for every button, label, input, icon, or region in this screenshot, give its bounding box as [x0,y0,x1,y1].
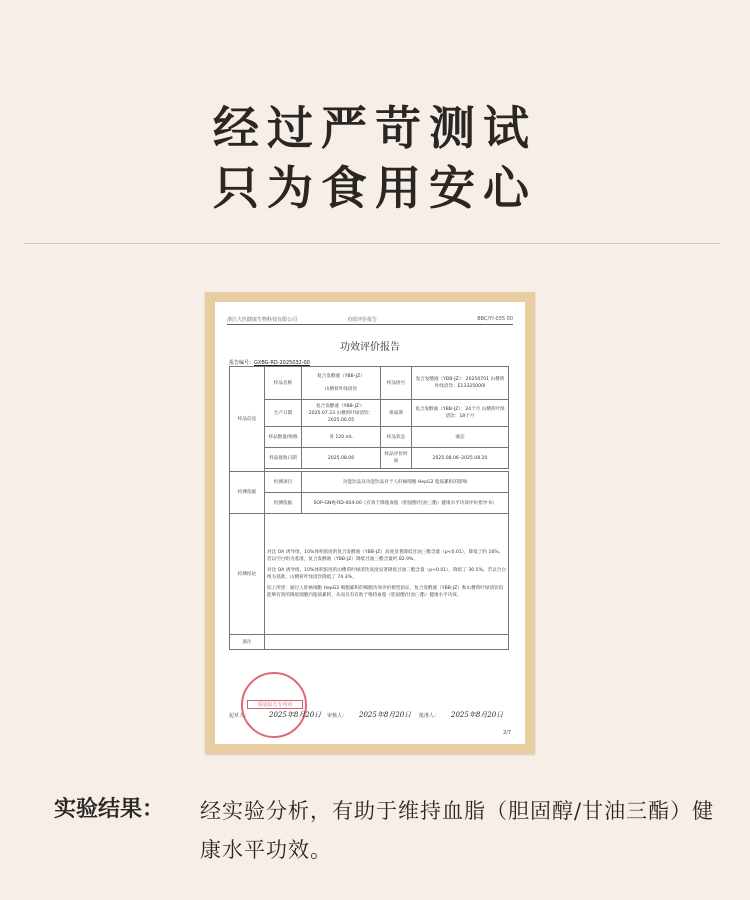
sample-quantity-label: 样品数量/规格 [265,427,302,448]
test-project-value: 功能饮品及功能饮品对于人肝癌细胞 HepG2 脂质累积的影响 [302,472,509,493]
divider [24,243,720,244]
sample-batch-value: 复合发酵液（YBB-JZ）：20250701 山楂荷叶绿清饮：E13325000I [412,367,509,400]
report-header-center: 功效评价报告 [347,317,378,323]
sample-date-value: 复合发酵液（YBB-JZ）：2025.07.23 山楂荷叶绿清饮：2025.06.05 [302,400,381,427]
result-text: 经实验分析，有助于维持血脂（胆固醇/甘油三酯）健康水平功效。 [200,799,715,862]
report-number-label: 报告编号： [229,360,255,366]
conclusion-para-1: 对比 OA 诱导组，10%体积浓度的复合发酵液（YBB-JZ）高度显著降低甘油三酯含量（p<0.01），降低了约 16%。若以空白组为基准，复合发酵液（YBB-JZ）降低甘油三酯含量约 82.9%。 [267,550,504,562]
remarks-label: 备注 [230,635,265,650]
table-row [230,635,509,650]
sample-test-time-label: 样品评价时间 [381,448,412,469]
sample-state-value: 液态 [412,427,509,448]
sample-date-label: 生产日期 [265,400,302,427]
report-header-rule [227,324,513,325]
sample-batch-label: 样品批号 [381,367,412,400]
result-label: 实验结果： [54,796,165,822]
conclusion-para-3: 综上所述：通过人肝癌细胞 HepG2 细胞累积的细胞功效评价模型验证，复合发酵液（YBB-JZ）和山楂荷叶绿清饮均能够有效的降低细胞内脂质累积，从而具有有助于维持血脂（胆固醇/甘油三酯）健康水平功效。 [267,586,504,598]
report-table [229,366,509,650]
conclusion-para-2: 对比 OA 诱导组，10%体积浓度的山楂荷叶绿清饮高度显著降低甘油三酯含量（p<0.01），降低了 30.5%。若以空白组为基准，山楂荷叶绿清饮降低了 74.3%。 [267,568,506,580]
sig-approved-date: 2025年8月20日 [451,711,504,719]
report-paper [215,302,525,744]
sig-approved-label: 批准人： [419,713,440,719]
test-project-label: 检测项目 [265,472,302,493]
sample-state-label: 样品状态 [381,427,412,448]
remarks-value [265,635,509,650]
report-header-code: BBC/YI-035 00 [477,316,513,322]
sig-prepared-date: 2025年8月20日 [269,711,322,719]
conclusion-body [265,514,509,635]
sample-name-value-1: 复合发酵液（YBB-JZ） [317,374,365,379]
sample-shelf-label: 保质期 [381,400,412,427]
sample-info-section: 样品信息 [230,367,265,472]
seam-stamp-mark [519,598,525,658]
sample-received-label: 样品接收日期 [265,448,302,469]
sig-reviewed-label: 审核人： [327,713,348,719]
sig-prepared-label: 起草人： [229,713,250,719]
report-title: 功效评价报告 [340,342,400,353]
table-row [230,493,509,514]
test-basis-section: 检测依据 [230,472,265,514]
report-frame [205,292,535,754]
sample-name-label: 样品名称 [265,367,302,400]
table-row [230,448,509,469]
table-row [230,367,509,400]
report-header-company: 浙江大医健康生物科技有限公司 [227,317,298,323]
headline-line-1: 经过严苛测试 [213,101,537,155]
report-number-value: GXBG-RD-2025032-00 [254,360,310,366]
official-stamp [241,672,307,738]
table-row [230,427,509,448]
stamp-label: 质量报告专用章 [247,700,303,709]
test-basis-value: SOP-GNPJ-RD-004-00《有效于降脂血脂（胆固醇/甘油三酯）健康水平功效评价指导书》 [302,493,509,514]
table-row [230,514,509,635]
sample-received-value: 2025.08.06 [302,448,381,469]
table-row [230,400,509,427]
table-row [230,472,509,493]
page-number: 2/7 [502,730,511,736]
headline-line-2: 只为食用安心 [213,161,537,215]
sample-test-time-value: 2025.08.06–2025.08.20 [412,448,509,469]
sig-reviewed-date: 2025年8月20日 [359,711,412,719]
test-basis-label: 检测依据 [265,493,302,514]
sample-name-value [302,367,381,400]
report-number [229,359,310,366]
conclusion-section: 检测结论 [230,514,265,635]
sample-shelf-value: 复合发酵液（YBB-JZ）：24个月 山楂荷叶绿清饮：18个月 [412,400,509,427]
sample-quantity-value: 各 120 mL [302,427,381,448]
sample-name-value-2: 山楂荷叶绿清饮 [324,387,358,392]
